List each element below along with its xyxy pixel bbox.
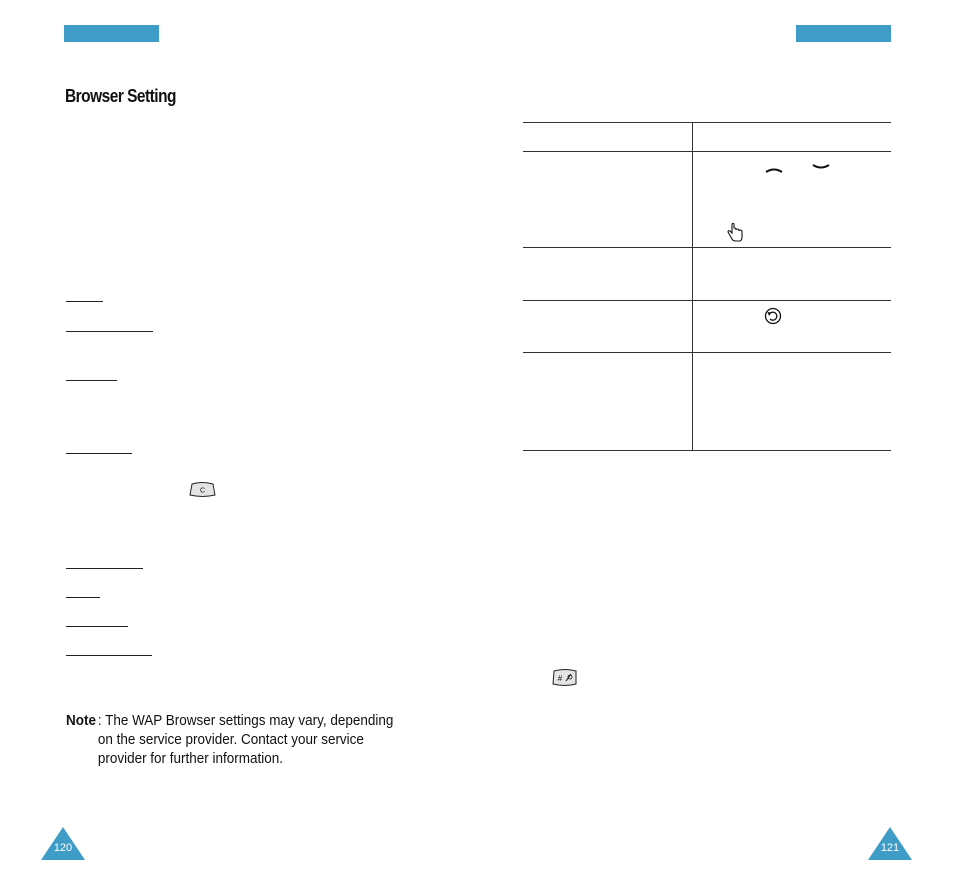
hand-pointer-icon xyxy=(726,222,744,242)
underlined-item-5 xyxy=(66,568,143,569)
header-tab-bar-right xyxy=(796,25,891,42)
header-tab-bar-left xyxy=(64,25,159,42)
svg-text:#: # xyxy=(557,674,563,683)
page-number-badge-left xyxy=(41,827,85,860)
underlined-item-3 xyxy=(66,380,117,381)
underlined-item-4 xyxy=(66,453,132,454)
note xyxy=(66,712,410,769)
page-number-right: 121 xyxy=(880,842,900,854)
left-soft-key-icon xyxy=(765,166,783,174)
settings-table xyxy=(523,122,891,451)
underlined-item-6 xyxy=(66,597,100,598)
hash-key-icon xyxy=(551,668,578,688)
table-rule xyxy=(523,247,891,248)
table-column-divider xyxy=(692,122,693,451)
table-rule xyxy=(523,300,891,301)
table-rule xyxy=(523,122,891,123)
page-number-left: 120 xyxy=(53,842,73,854)
underlined-item-8 xyxy=(66,655,152,656)
table-rule xyxy=(523,352,891,353)
c-key-icon xyxy=(189,481,216,498)
table-rule xyxy=(523,450,891,451)
svg-text:C: C xyxy=(199,487,206,495)
table-rule xyxy=(523,151,891,152)
section-title: Browser Setting xyxy=(65,86,176,106)
note-text: : The WAP Browser settings may vary, depending on the service provider. Contact your service provider for further information. xyxy=(97,713,394,767)
right-soft-key-icon xyxy=(812,163,830,171)
note-label: Note xyxy=(66,713,96,729)
back-arrow-icon xyxy=(764,307,782,325)
page-number-badge-right xyxy=(868,827,912,860)
underlined-item-1 xyxy=(66,301,103,302)
underlined-item-7 xyxy=(66,626,128,627)
underlined-item-2 xyxy=(66,331,153,332)
